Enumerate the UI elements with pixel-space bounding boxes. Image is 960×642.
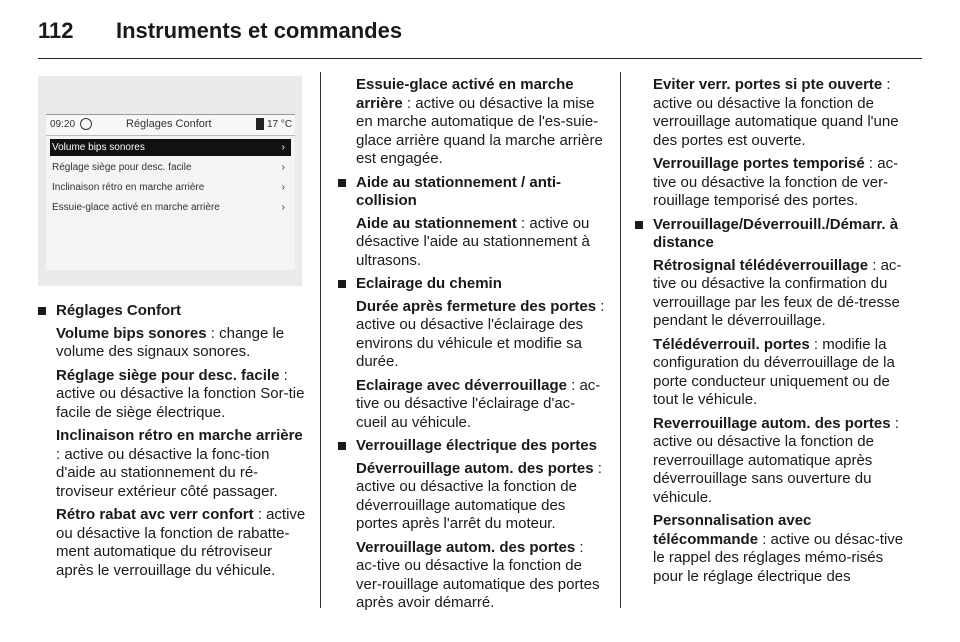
display-menu-item[interactable]: Essuie-glace activé en marche arrière › [50,199,291,216]
definition-entry: Eclairage avec déverrouillage : ac-tive ou désactive l'éclairage d'ac-cueil au véhicule. [356,376,601,431]
display-screenshot [38,76,302,286]
display-screen [46,114,295,270]
definition-entry: Télédéverrouil. portes : modifie la configuration du déverrouillage de la porte conducteur uniquement ou de tout le véhicule. [653,335,895,408]
column-3 [635,76,905,591]
chevron-right-icon: › [281,142,285,153]
section-heading: Verrouillage/Déverrouill./Démarr. à distance [635,216,905,253]
display-menu-item[interactable]: Volume bips sonores › [50,139,291,156]
page-header [38,18,402,44]
column-divider [320,72,321,608]
display-menu-item[interactable]: Inclinaison rétro en marche arrière › [50,179,291,196]
bullet-icon [338,442,346,450]
display-title: Réglages Confort [126,118,212,130]
definition-entry: Essuie-glace activé en marche arrière : active ou désactive la mise en marche automatique de l'es-suie-glace arrière quand la marche arrière est engagée. [356,76,603,167]
definition-entry: Rétrosignal télédéverrouillage : ac-tive ou désactive la confirmation du verrouillage par les feux de dé-tresse pendant le déverrouillage. [653,256,902,329]
definition-entry: Personnalisation avec télécommande : active ou désac-tive le rappel des réglages mémo-risés pour le réglage électrique des [653,512,904,585]
definition-entry: Verrouillage portes temporisé : ac-tive ou désactive la fonction de ver-rouillage temporisé des portes. [653,155,899,209]
chevron-right-icon: › [281,202,285,213]
bullet-icon [38,307,46,315]
display-menu-item[interactable]: Réglage siège pour desc. facile › [50,159,291,176]
page-number: 112 [38,18,74,43]
section-heading: Verrouillage électrique des portes [338,437,606,456]
definition-entry: Aide au stationnement : active ou désactive l'aide au stationnement à ultrasons. [356,214,590,269]
section-heading: Réglages Confort [38,302,306,321]
definition-entry: Réglage siège pour desc. facile : active ou désactive la fonction Sor-tie facile de siège électrique. [56,366,305,421]
definition-entry: Verrouillage autom. des portes : ac-tive ou désactive la fonction de ver-rouillage automatique des portes après avoir démarré. [356,538,600,611]
definition-entry: Rétro rabat avc verr confort : active ou désactive la fonction de rabatte-ment automatique du rétroviseur après le verrouillage du véhicule. [56,506,306,579]
bullet-icon [338,280,346,288]
display-time: 09:20 [50,119,76,130]
header-rule [38,58,922,59]
bullet-icon [635,221,643,229]
column-2 [338,76,606,618]
definition-entry: Reverrouillage autom. des portes : active ou désactive la fonction de reverrouillage automatique après déverrouillage sans ouverture du véhicule. [653,414,899,506]
display-title-bar [46,115,295,136]
clock-icon [80,118,92,130]
chevron-right-icon: › [281,182,285,193]
section-heading: Aide au stationnement / anti-collision [338,174,606,211]
column-divider [620,72,621,608]
definition-entry: Eviter verr. portes si pte ouverte : active ou désactive la fonction de verrouillage automatique quand l'une des portes est ouverte. [653,76,899,149]
section-heading: Eclairage du chemin [338,275,606,294]
definition-entry: Volume bips sonores : change le volume des signaux sonores. [56,324,285,360]
bullet-icon [338,179,346,187]
definition-entry: Déverrouillage autom. des portes : active ou désactive la fonction de déverrouillage automatique des portes après l'arrêt du moteur. [356,459,602,532]
definition-entry: Inclinaison rétro en marche arrière : active ou désactive la fonc-tion d'aide au stationnement du ré-troviseur extérieur côté passager. [56,427,303,500]
definition-entry: Durée après fermeture des portes : active ou désactive l'éclairage des environs du véhicule et modifie sa durée. [356,297,605,370]
display-temperature: 17 °C [267,119,293,130]
page-title: Instruments et commandes [116,18,403,43]
chevron-right-icon: › [281,162,285,173]
thermometer-icon [256,118,264,130]
column-1 [38,302,306,585]
